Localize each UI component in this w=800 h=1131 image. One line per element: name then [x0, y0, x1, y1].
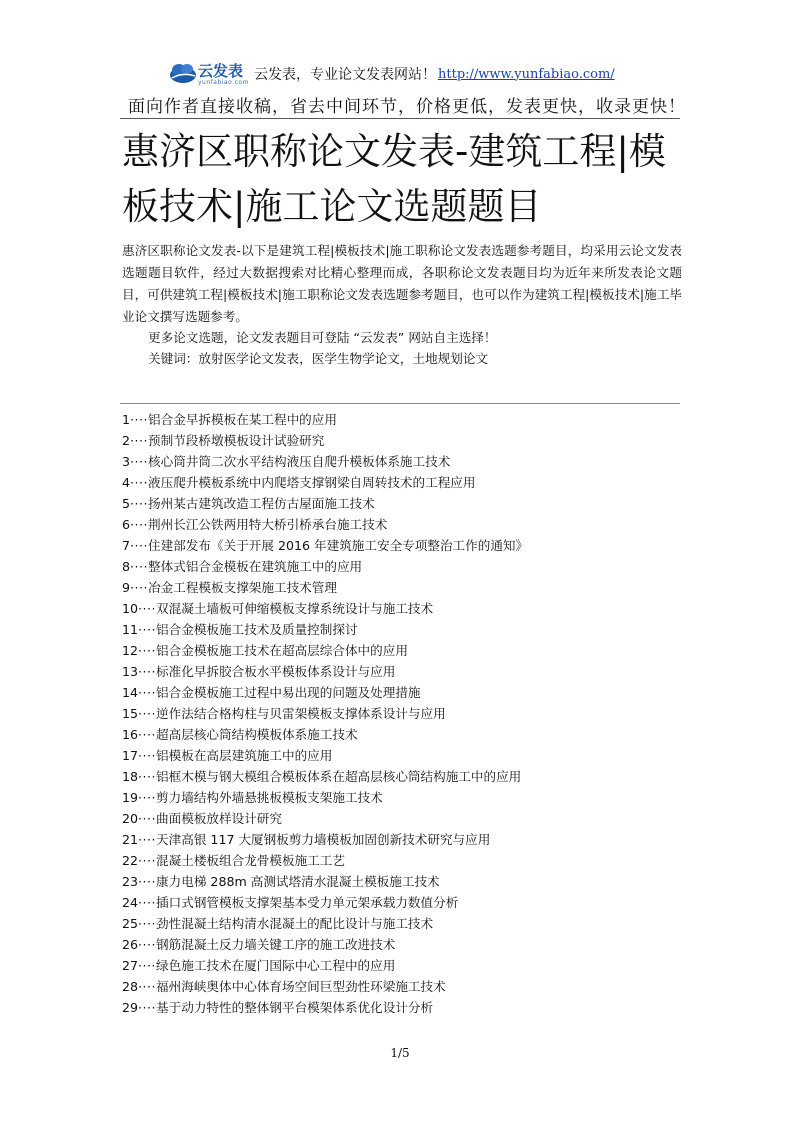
topic-number: 7 — [122, 538, 131, 553]
topic-leader-dots: ···· — [130, 517, 149, 532]
header-divider — [120, 118, 680, 119]
topic-item — [122, 514, 528, 535]
page-number: 1/5 — [390, 1046, 410, 1060]
topic-leader-dots: ···· — [138, 706, 157, 721]
topic-title: 住建部发布《关于开展 2016 年建筑施工安全专项整治工作的通知》 — [148, 538, 529, 553]
topic-number: 6 — [122, 517, 131, 532]
topic-leader-dots: ···· — [138, 895, 157, 910]
topic-title: 混凝土楼板组合龙骨模板施工工艺 — [156, 853, 345, 868]
topic-number: 19 — [122, 790, 139, 805]
site-header — [168, 58, 688, 90]
topic-leader-dots: ···· — [138, 622, 157, 637]
topic-number: 14 — [122, 685, 139, 700]
topic-number: 26 — [122, 937, 139, 952]
topic-leader-dots: ···· — [130, 538, 149, 553]
topic-leader-dots: ···· — [130, 454, 149, 469]
topic-item — [122, 955, 528, 976]
topic-number: 8 — [122, 559, 131, 574]
topic-leader-dots: ···· — [130, 412, 149, 427]
intro-paragraph: 惠济区职称论文发表-以下是建筑工程|模板技术|施工职称论文发表选题参考题目，均采用云论文发表选题题目软件，经过大数据搜索对比精心整理而成，各职称论文发表题目均为近年来所发表论文题目，可供建筑工程|模板技术|施工职称论文发表选题参考题目，也可以作为建筑工程|模板技术|施工毕业论文撰写选题参考。 — [122, 243, 682, 324]
topic-leader-dots: ···· — [138, 811, 157, 826]
topic-item — [122, 745, 528, 766]
topic-item — [122, 472, 528, 493]
topic-leader-dots: ···· — [138, 853, 157, 868]
topic-number: 9 — [122, 580, 131, 595]
topic-leader-dots: ···· — [130, 496, 149, 511]
topic-title: 荆州长江公铁两用特大桥引桥承台施工技术 — [148, 517, 388, 532]
topic-item — [122, 577, 528, 598]
topic-title: 铝合金模板施工过程中易出现的问题及处理措施 — [156, 685, 421, 700]
topic-title: 冶金工程模板支撑架施工技术管理 — [148, 580, 337, 595]
document-title: 惠济区职称论文发表-建筑工程|模板技术|施工论文选题题目 — [122, 130, 666, 228]
topic-item — [122, 640, 528, 661]
topic-number: 11 — [122, 622, 139, 637]
topic-item — [122, 976, 528, 997]
topic-leader-dots: ···· — [138, 748, 157, 763]
topic-title: 基于动力特性的整体钢平台模架体系优化设计分析 — [156, 1000, 434, 1015]
topic-leader-dots: ···· — [138, 643, 157, 658]
topic-leader-dots: ···· — [138, 790, 157, 805]
topic-number: 25 — [122, 916, 139, 931]
more-topics-note: 更多论文选题，论文发表题目可登陆 “云发表” 网站自主选择！ — [148, 330, 497, 345]
topic-leader-dots: ···· — [138, 937, 157, 952]
topic-item — [122, 430, 528, 451]
topic-item — [122, 451, 528, 472]
topic-number: 28 — [122, 979, 139, 994]
topic-title: 天津高银 117 大厦钢板剪力墙模板加固创新技术研究与应用 — [156, 832, 491, 847]
site-slogan: 面向作者直接收稿，省去中间环节，价格更低，发表更快，收录更快！ — [128, 97, 686, 117]
topic-title: 康力电梯 288m 高测试塔清水混凝土模板施工技术 — [156, 874, 440, 889]
topic-number: 2 — [122, 433, 131, 448]
topic-leader-dots: ···· — [130, 433, 149, 448]
topic-title: 插口式钢管模板支撑架基本受力单元架承载力数值分析 — [156, 895, 459, 910]
topic-list — [122, 409, 528, 1018]
topic-item — [122, 703, 528, 724]
topic-title: 整体式铝合金模板在建筑施工中的应用 — [148, 559, 363, 574]
topic-title: 铝合金模板施工技术及质量控制探讨 — [156, 622, 358, 637]
topic-item — [122, 997, 528, 1018]
topic-number: 21 — [122, 832, 139, 847]
topic-item — [122, 913, 528, 934]
topic-number: 4 — [122, 475, 131, 490]
topic-title: 劲性混凝土结构清水混凝土的配比设计与施工技术 — [156, 916, 434, 931]
topic-leader-dots: ···· — [130, 559, 149, 574]
list-divider — [120, 403, 680, 404]
topic-number: 24 — [122, 895, 139, 910]
topic-leader-dots: ···· — [138, 601, 157, 616]
topic-item — [122, 409, 528, 430]
topic-title: 福州海峡奥体中心体育场空间巨型劲性环梁施工技术 — [156, 979, 446, 994]
site-tagline: 云发表，专业论文发表网站！ — [254, 67, 436, 83]
topic-number: 10 — [122, 601, 139, 616]
topic-title: 扬州某古建筑改造工程仿古屋面施工技术 — [148, 496, 375, 511]
topic-leader-dots: ···· — [138, 727, 157, 742]
topic-title: 铝合金早拆模板在某工程中的应用 — [148, 412, 337, 427]
topic-item — [122, 724, 528, 745]
topic-title: 绿色施工技术在厦门国际中心工程中的应用 — [156, 958, 396, 973]
topic-title: 液压爬升模板系统中内爬塔支撑钢梁自周转技术的工程应用 — [148, 475, 476, 490]
topic-leader-dots: ···· — [138, 1000, 157, 1015]
topic-number: 13 — [122, 664, 139, 679]
topic-title: 超高层核心筒结构模板体系施工技术 — [156, 727, 358, 742]
topic-number: 15 — [122, 706, 139, 721]
topic-title: 曲面模板放样设计研究 — [156, 811, 282, 826]
topic-leader-dots: ···· — [138, 664, 157, 679]
topic-title: 剪力墙结构外墙悬挑板模板支架施工技术 — [156, 790, 383, 805]
topic-number: 27 — [122, 958, 139, 973]
topic-leader-dots: ···· — [130, 580, 149, 595]
topic-item — [122, 787, 528, 808]
topic-number: 18 — [122, 769, 139, 784]
topic-title: 逆作法结合格构柱与贝雷架模板支撑体系设计与应用 — [156, 706, 446, 721]
site-url-link[interactable]: http://www.yunfabiao.com/ — [438, 66, 615, 82]
yunfabiao-logo[interactable] — [168, 58, 250, 90]
cloud-logo-icon — [168, 58, 198, 88]
topic-leader-dots: ···· — [138, 958, 157, 973]
topic-title: 预制节段桥墩模板设计试验研究 — [148, 433, 325, 448]
logo-text: 云发表 — [198, 62, 244, 80]
topic-title: 标准化早拆胶合板水平模板体系设计与应用 — [156, 664, 396, 679]
topic-item — [122, 493, 528, 514]
topic-number: 17 — [122, 748, 139, 763]
topic-number: 12 — [122, 643, 139, 658]
topic-title: 铝框木模与钢大模组合模板体系在超高层核心筒结构施工中的应用 — [156, 769, 522, 784]
topic-number: 22 — [122, 853, 139, 868]
topic-item — [122, 766, 528, 787]
topic-title: 铝模板在高层建筑施工中的应用 — [156, 748, 333, 763]
topic-leader-dots: ···· — [138, 916, 157, 931]
topic-title: 铝合金模板施工技术在超高层综合体中的应用 — [156, 643, 408, 658]
topic-item — [122, 808, 528, 829]
topic-item — [122, 556, 528, 577]
topic-item — [122, 661, 528, 682]
topic-item — [122, 871, 528, 892]
topic-number: 5 — [122, 496, 131, 511]
topic-item — [122, 619, 528, 640]
topic-item — [122, 829, 528, 850]
topic-leader-dots: ···· — [138, 832, 157, 847]
topic-item — [122, 892, 528, 913]
topic-number: 16 — [122, 727, 139, 742]
topic-number: 1 — [122, 412, 131, 427]
topic-leader-dots: ···· — [138, 979, 157, 994]
topic-leader-dots: ···· — [130, 475, 149, 490]
topic-title: 双混凝土墙板可伸缩模板支撑系统设计与施工技术 — [156, 601, 434, 616]
topic-item — [122, 850, 528, 871]
topic-leader-dots: ···· — [138, 769, 157, 784]
topic-item — [122, 598, 528, 619]
topic-number: 3 — [122, 454, 131, 469]
keywords-line: 关键词：放射医学论文发表，医学生物学论文，土地规划论文 — [148, 351, 489, 366]
topic-item — [122, 934, 528, 955]
topic-number: 29 — [122, 1000, 139, 1015]
topic-title: 钢筋混凝土反力墙关键工序的施工改进技术 — [156, 937, 396, 952]
topic-item — [122, 682, 528, 703]
logo-subtext: yunfabiao.com — [198, 79, 249, 86]
topic-leader-dots: ···· — [138, 685, 157, 700]
topic-leader-dots: ···· — [138, 874, 157, 889]
topic-number: 20 — [122, 811, 139, 826]
topic-item — [122, 535, 528, 556]
topic-title: 核心筒井筒二次水平结构液压自爬升模板体系施工技术 — [148, 454, 451, 469]
topic-number: 23 — [122, 874, 139, 889]
